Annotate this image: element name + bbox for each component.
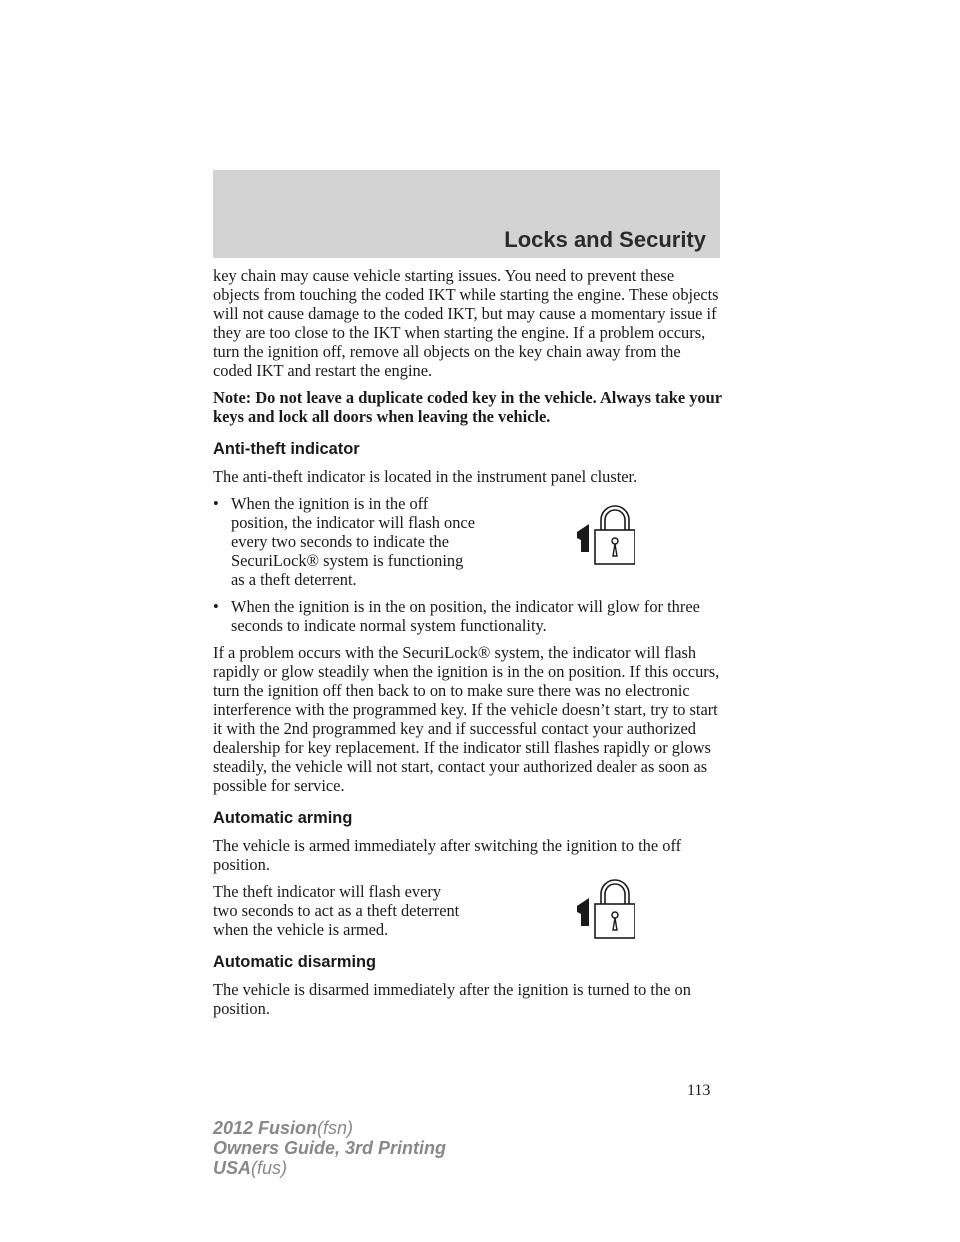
disarming-paragraph: The vehicle is disarmed immediately after the ignition is turned to the on position. xyxy=(213,980,691,1018)
footer-line-model xyxy=(213,1118,446,1138)
bullet-dot: • xyxy=(213,494,219,513)
arming-with-icon xyxy=(213,882,723,939)
footer-model: 2012 Fusion xyxy=(213,1118,318,1138)
disarming-heading: Automatic disarming xyxy=(213,953,377,971)
theft-indicator-icon xyxy=(571,876,635,940)
bullet-item-off xyxy=(213,494,481,589)
footer-line-guide xyxy=(213,1138,446,1158)
section-header-band xyxy=(213,170,720,258)
footer-line-market xyxy=(213,1158,446,1178)
footer-market-code: (fus) xyxy=(251,1158,288,1178)
document-footer xyxy=(213,1118,446,1178)
bullet-with-icon xyxy=(213,494,723,589)
section-title: Locks and Security xyxy=(504,227,706,252)
bullet-text: When the ignition is in the off position, the indicator will flash once every two seconds to indicate the SecuriLock® system is functioning as a theft deterrent. xyxy=(231,494,475,589)
footer-model-code: (fsn) xyxy=(317,1118,354,1138)
antitheft-heading: Anti-theft indicator xyxy=(213,440,360,458)
arming-heading: Automatic arming xyxy=(213,809,353,827)
antitheft-intro: The anti-theft indicator is located in the instrument panel cluster. xyxy=(213,467,638,486)
intro-paragraph: key chain may cause vehicle starting issues. You need to prevent these objects from touching the coded IKT while starting the engine. These objects will not cause damage to the coded IKT, but may cause a momentary issue if they are too close to the IKT when starting the engine. If a problem occurs, turn the ignition off, remove all objects on the key chain away from the coded IKT and restart the engine. xyxy=(213,266,719,380)
bullet-text: When the ignition is in the on position, the indicator will glow for three seconds to indicate normal system functionality. xyxy=(231,597,700,635)
arming-paragraph: The vehicle is armed immediately after switching the ignition to the off position. xyxy=(213,836,682,874)
page-content xyxy=(213,266,723,1026)
footer-market: USA xyxy=(213,1158,252,1178)
theft-indicator-icon xyxy=(571,502,635,566)
note-paragraph: Note: Do not leave a duplicate coded key in the vehicle. Always take your keys and lock all doors when leaving the vehicle. xyxy=(213,388,722,426)
bullet-item-on xyxy=(213,597,723,635)
arming-indicator-paragraph: The theft indicator will flash every two seconds to act as a theft deterrent when the vehicle is armed. xyxy=(213,882,460,939)
bullet-dot: • xyxy=(213,597,219,616)
page-number: 113 xyxy=(687,1082,711,1099)
problem-paragraph: If a problem occurs with the SecuriLock® system, the indicator will flash rapidly or glow steadily when the ignition is in the on position. If this occurs, turn the ignition off then back to on to make sure there was no electronic interference with the programmed key. If the vehicle doesn’t start, try to start it with the 2nd programmed key and if successful contact your authorized dealership for key replacement. If the indicator still flashes rapidly or glows steadily, the vehicle will not start, contact your authorized dealer as soon as possible for service. xyxy=(213,643,720,795)
footer-guide: Owners Guide, 3rd Printing xyxy=(213,1138,447,1158)
